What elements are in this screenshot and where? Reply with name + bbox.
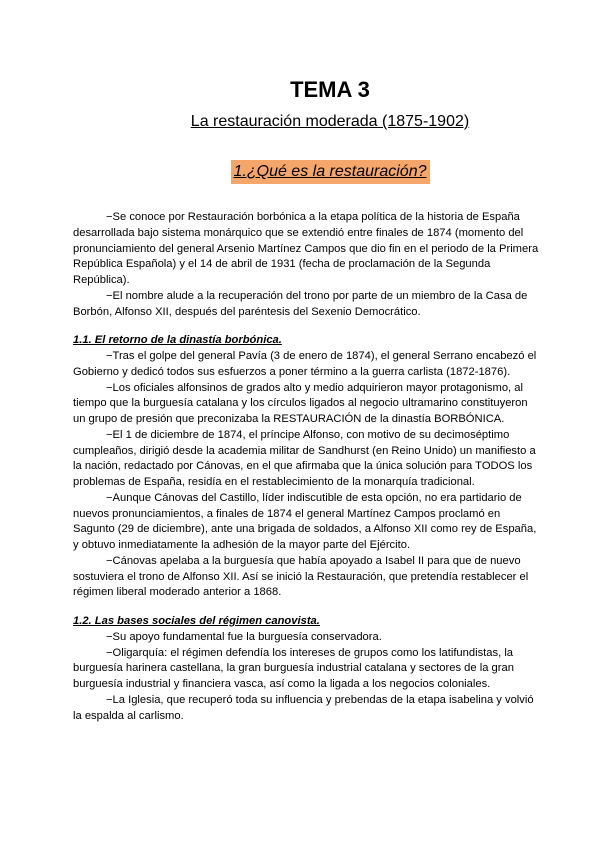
document-title: TEMA 3 [290,77,370,102]
section-heading: 1.¿Qué es la restauración? [231,160,430,184]
subsection-paragraph: −La Iglesia, que recuperó toda su influencia y prebendas de la etapa isabelina y volvió la espalda al carlismo. [73,693,534,722]
subsection-paragraph: −Oligarquía: el régimen defendía los intereses de grupos como los latifundistas, la burguesía harinera castellana, la gran burguesía industrial catalana y sectores de la gran burguesía industrial y financiera vasca, así como la ligada a los negocios coloniales. [73,646,514,690]
subsection-heading: 1.2. Las bases sociales del régimen canovista. [73,615,320,627]
subsection-paragraph: −Los oficiales alfonsinos de grados alto y medio adquirieron mayor protagonismo, al tiempo que la burguesía catalana y los círculos ligados al negocio ultramarino constituyeron un grupo de presión que preconizaba la RESTAURACIÓN de la dinastía BORBÓNICA. [73,381,528,425]
intro-paragraph: −El nombre alude a la recuperación del trono por parte de un miembro de la Casa de Borbón, Alfonso XII, después del paréntesis del Sexenio Democrático. [73,289,528,318]
document-subtitle: La restauración moderada (1875-1902) [190,113,470,130]
document-body [73,210,541,724]
subsection-paragraph: −Cánovas apelaba a la burguesía que había apoyado a Isabel II para que de nuevo sostuviera el trono de Alfonso XII. Así se inició la Restauración, que pretendía restablecer el régimen liberal moderado anterior a 1868. [73,554,529,599]
subsection-paragraph: −Tras el golpe del general Pavía (3 de enero de 1874), el general Serrano encabezó el Gobierno y dedicó todos sus esfuerzos a poner término a la guerra carlista (1872-1876). [73,350,537,378]
subsection-paragraph: −Aunque Cánovas del Castillo, líder indiscutible de esta opción, no era partidario de nuevos pronunciamientos, a finales de 1874 el general Martínez Campos proclamó en Sagunto (29 de diciembre), ante una brigada de soldados, a Alfonso XII como rey de España, y obtuvo inmediatamente la adhesión de la mayor parte del Ejército. [73,491,537,551]
subsection-heading: 1.1. El retorno de la dinastía borbónica. [73,334,282,347]
subsection-paragraph: −Su apoyo fundamental fue la burguesía conservadora. [106,630,382,643]
intro-paragraph: −Se conoce por Restauración borbónica a la etapa política de la historia de España desarrollada bajo sistema monárquico que se extendió entre finales de 1874 (momento del pronunciamiento del general Arsenio Martínez Campos que dio fin en el periodo de la Primera República Española) y el 14 de abril de 1931 (fecha de proclamación de la Segunda República). [73,211,539,286]
subsection-paragraph: −El 1 de diciembre de 1874, el príncipe Alfonso, con motivo de su decimoséptimo cumpleaños, dirigió desde la academia militar de Sandhurst (en Reino Unido) un manifiesto a la nación, redactado por Cánovas, en el que afirmaba que la única solución para TODOS los problemas de España, residía en el restablecimiento de la monarquía tradicional. [73,428,536,488]
section-heading-wrap [0,160,600,184]
